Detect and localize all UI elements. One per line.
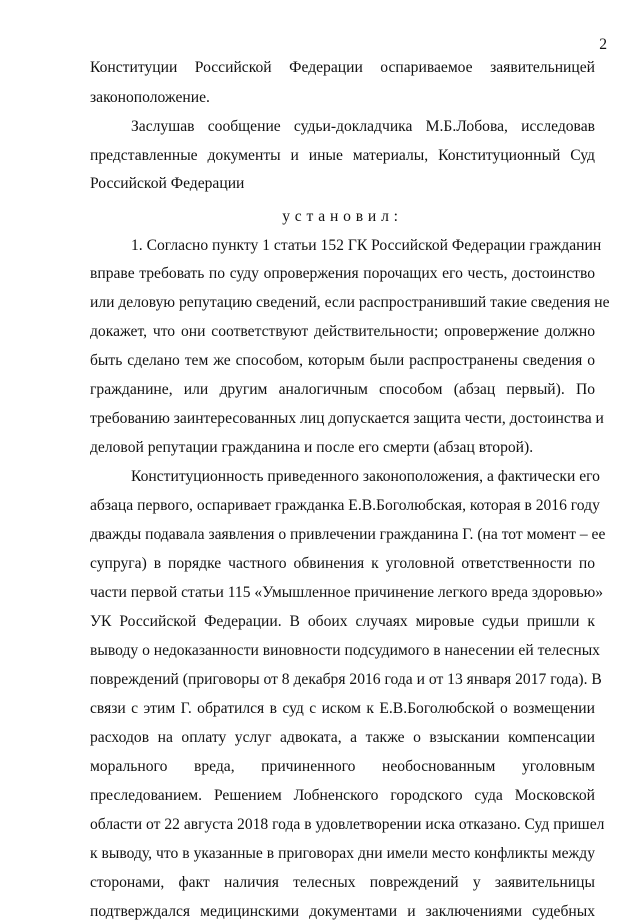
text-line: Заслушав сообщение судьи-докладчика М.Б.Лобова, исследовав (131, 118, 595, 135)
text-line: быть сделано тем же способом, которым были распространены сведения о (90, 352, 595, 369)
text-line: дважды подавала заявления о привлечении гражданина Г. (на тот момент – ее (90, 526, 606, 543)
text-line: УК Российской Федерации. В обоих случаях мировые судьи пришли к (90, 613, 595, 630)
text-line: докажет, что они соответствуют действительности; опровержение должно (90, 323, 595, 340)
text-line: области от 22 августа 2018 года в удовлетворении иска отказано. Суд пришел (90, 816, 605, 833)
text-line: или деловую репутацию сведений, если распространивший такие сведения не (90, 294, 610, 311)
page-number: 2 (599, 36, 607, 53)
text-line: повреждений (приговоры от 8 декабря 2016 года и от 13 января 2017 года). В (90, 671, 602, 688)
text-line: представленные документы и иные материалы, Конституционный Суд (90, 147, 595, 164)
text-line: преследованием. Решением Лобненского городского суда Московской (90, 787, 595, 804)
text-line: связи с этим Г. обратился в суд с иском к Е.В.Боголюбской о возмещении (90, 700, 595, 717)
text-line: сторонами, факт наличия телесных повреждений у заявительницы (90, 874, 595, 891)
text-line: подтверждался медицинскими документами и заключениями судебных (90, 903, 595, 920)
text-line: абзаца первого, оспаривает гражданка Е.В.Боголюбская, которая в 2016 году (90, 497, 600, 514)
text-line: Конституционность приведенного законоположения, а фактически его (131, 468, 600, 485)
text-line: Российской Федерации (90, 175, 245, 192)
text-line: 1. Согласно пункту 1 статьи 152 ГК Российской Федерации гражданин (131, 237, 602, 254)
text-line: расходов на оплату услуг адвоката, а также о взыскании компенсации (90, 729, 595, 746)
text-line: супруга) в порядке частного обвинения к уголовной ответственности по (90, 555, 595, 572)
text-line: вправе требовать по суду опровержения порочащих его честь, достоинство (90, 265, 595, 282)
text-line: гражданине, или другим аналогичным способом (абзац первый). По (90, 381, 595, 398)
text-line: Конституции Российской Федерации оспариваемое заявительницей (90, 59, 595, 76)
text-line: части первой статьи 115 «Умышленное причинение легкого вреда здоровью» (90, 584, 604, 601)
text-line: законоположение. (90, 89, 210, 106)
text-line: деловой репутации гражданина и после его смерти (абзац второй). (90, 439, 534, 456)
text-line: морального вреда, причиненного необоснованным уголовным (90, 758, 595, 775)
text-line: выводу о недоказанности виновности подсудимого в нанесении ей телесных (90, 642, 600, 659)
text-line: требованию заинтересованных лиц допускается защита чести, достоинства и (90, 410, 604, 427)
section-heading: установил: (282, 208, 403, 225)
text-line: к выводу, что в указанные в приговорах дни имели место конфликты между (90, 845, 595, 862)
